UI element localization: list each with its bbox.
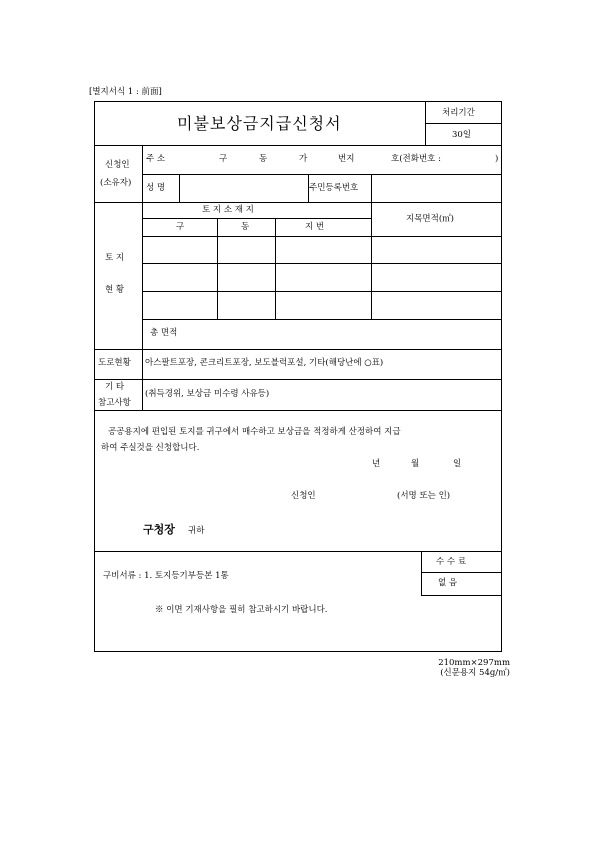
divider	[142, 349, 143, 410]
divider	[95, 379, 501, 380]
divider	[421, 551, 422, 595]
processing-value: 30일	[452, 130, 472, 140]
col-jibeon-header: 지 번	[305, 222, 325, 232]
address-ga: 가	[299, 154, 308, 164]
divider	[421, 595, 501, 596]
paper-size: 210mm×297mm	[438, 658, 510, 668]
reference-label: 참고사항	[98, 398, 131, 408]
divider	[425, 123, 501, 124]
divider	[217, 218, 218, 319]
address-ho-phone: 호(전화번호 :	[391, 154, 441, 164]
form-title: 미불보상금지급신청서	[177, 114, 342, 133]
recipient: 구청장	[143, 523, 175, 536]
address-dong: 동	[259, 154, 268, 164]
total-area-label: 총 면적	[150, 328, 178, 338]
processing-label: 처리기간	[442, 108, 475, 118]
divider	[142, 218, 371, 219]
area-header: 지목면적(㎡)	[406, 214, 454, 224]
applicant-label: 신청인	[105, 160, 130, 170]
divider	[95, 349, 501, 350]
col-dong-header: 동	[241, 222, 250, 232]
date-month: 월	[411, 459, 420, 469]
paper-type: (신문용지 54g/㎡)	[440, 668, 510, 678]
fee-value: 없 음	[438, 578, 458, 588]
header-note: [별지서식 1 : 前面]	[89, 87, 162, 97]
land-label: 토 지	[105, 253, 125, 263]
required-documents: 구비서류 : 1. 토지등기부등본 1통	[103, 571, 229, 581]
divider	[142, 174, 501, 175]
divider	[142, 236, 501, 237]
recipient-suffix: 귀하	[188, 526, 205, 536]
address-close-paren: )	[495, 154, 499, 164]
divider	[95, 551, 501, 552]
divider	[371, 174, 372, 202]
land-location-header: 토 지 소 재 지	[202, 205, 254, 215]
land-status-label: 현 황	[105, 285, 125, 295]
other-value: (취득경위, 보상금 미수령 사유등)	[145, 389, 270, 399]
address-beonji: 번지	[338, 154, 355, 164]
divider	[95, 410, 501, 411]
other-label: 기 타	[105, 382, 125, 392]
road-status-label: 도로현황	[98, 358, 131, 368]
divider	[179, 174, 180, 202]
divider	[142, 319, 501, 320]
resident-number-label: 주민등록번호	[309, 183, 359, 193]
divider	[142, 145, 143, 349]
divider	[371, 202, 372, 319]
application-form	[94, 101, 502, 652]
divider	[142, 263, 501, 264]
divider	[421, 572, 501, 573]
date-day: 일	[453, 459, 462, 469]
date-year: 년	[372, 459, 381, 469]
statement-line-2: 하여 주실것을 신청합니다.	[101, 443, 200, 453]
address-label: 주 소	[146, 154, 166, 164]
name-label: 성 명	[146, 183, 166, 193]
divider	[95, 202, 501, 203]
divider	[95, 145, 501, 146]
applicant-signature-label: 신청인	[291, 491, 316, 501]
divider	[425, 102, 426, 145]
fee-label: 수 수 료	[436, 557, 467, 567]
applicant-owner-label: (소유자)	[100, 178, 132, 188]
divider	[142, 291, 501, 292]
statement-line-1: 공공용지에 편입된 토지를 귀구에서 매수하고 보상금을 적정하게 산정하여 지급	[108, 427, 401, 437]
signature-or-seal-label: (서명 또는 인)	[397, 491, 451, 501]
col-gu-header: 구	[176, 222, 185, 232]
road-status-value: 아스팔트포장, 콘크리트포장, 보도블럭포설, 기타(해당난에 ○표)	[145, 358, 384, 368]
reverse-side-note: ※ 이면 기재사항을 필히 참고하시기 바랍니다.	[155, 605, 328, 615]
divider	[275, 218, 276, 319]
address-gu: 구	[219, 154, 228, 164]
